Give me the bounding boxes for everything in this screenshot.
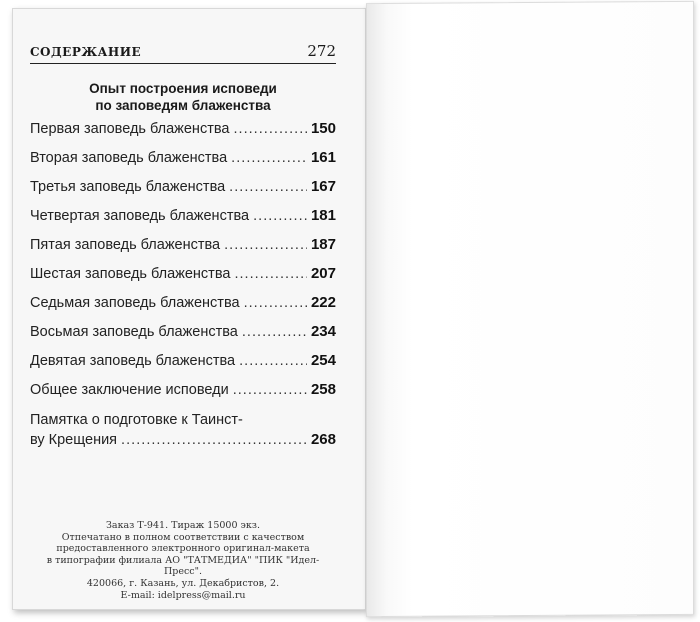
right-page-blank — [366, 1, 694, 617]
toc-entry-page: 167 — [310, 178, 336, 195]
toc-entry-page: 268 — [310, 431, 336, 448]
toc-entry — [30, 381, 336, 410]
toc-entry-label: Девятая заповедь блаженства — [30, 353, 236, 369]
imprint-line: Заказ Т-941. Тираж 15000 экз. — [106, 520, 260, 531]
section-title — [30, 80, 336, 114]
toc-entry-page: 222 — [310, 294, 336, 311]
toc-entry-label: Общее заключение исповеди — [30, 382, 229, 398]
toc-entry-label: Третья заповедь блаженства — [30, 179, 226, 195]
toc-entry — [30, 178, 336, 207]
toc-entry-multiline — [30, 412, 336, 451]
toc-entry — [30, 120, 336, 149]
toc-leader-dots — [121, 432, 307, 448]
toc-entry-label: Седьмая заповедь блаженства — [30, 295, 240, 311]
toc-entry-page: 254 — [310, 352, 336, 369]
toc-leader-dots — [253, 208, 307, 224]
toc-entry — [30, 236, 336, 265]
imprint-block — [30, 520, 336, 601]
toc-leader-dots — [233, 382, 307, 398]
toc-entry — [30, 149, 336, 178]
imprint-line: Отпечатано в полном соответствии с качеством — [61, 531, 305, 543]
toc-entry-page: 161 — [310, 149, 336, 166]
toc-entry-label: Пятая заповедь блаженства — [30, 237, 221, 253]
toc-entry-label: Шестая заповедь блаженства — [30, 266, 231, 282]
toc-leader-dots — [242, 324, 307, 340]
toc-leader-dots — [224, 237, 307, 253]
page-header — [30, 42, 336, 64]
toc-entry-label: Восьмая заповедь блаженства — [30, 324, 238, 340]
toc-leader-dots — [229, 179, 307, 195]
toc-entry — [30, 207, 336, 236]
toc-entry-label-continued: ву Крещения — [30, 432, 118, 448]
imprint-line: 420066, г. Казань, ул. Декабристов, 2. — [86, 577, 280, 589]
toc-leader-dots — [231, 150, 307, 166]
toc-entry-page: 207 — [310, 265, 336, 282]
imprint-email: E-mail: idelpress@mail.ru — [120, 589, 246, 601]
toc-entry — [30, 323, 336, 352]
toc-entry-page: 234 — [310, 323, 336, 340]
toc-leader-dots — [234, 266, 307, 282]
toc-entry-page: 258 — [310, 381, 336, 398]
toc-leader-dots — [233, 121, 307, 137]
toc-entry — [30, 265, 336, 294]
toc-leader-dots — [239, 353, 307, 369]
imprint-line: в типографии филиала АО "ТАТМЕДИА" "ПИК "Идел-Пресс". — [46, 554, 320, 578]
toc-entry-label: Первая заповедь блаженства — [30, 121, 230, 137]
header-page-number: 272 — [307, 42, 336, 60]
table-of-contents — [30, 120, 336, 451]
toc-leader-dots — [244, 295, 307, 311]
toc-entry — [30, 352, 336, 381]
header-label: СОДЕРЖАНИЕ — [30, 45, 142, 59]
toc-entry-label: Четвертая заповедь блаженства — [30, 208, 250, 224]
imprint-line: предоставленного электронного оригинал-макета — [56, 543, 310, 555]
toc-entry-page: 187 — [310, 236, 336, 253]
toc-entry — [30, 294, 336, 323]
section-title-line2: по заповедям блаженства — [95, 98, 271, 113]
toc-entry-label: Вторая заповедь блаженства — [30, 150, 228, 166]
toc-entry-page: 150 — [310, 120, 336, 137]
section-title-line1: Опыт построения исповеди — [89, 81, 277, 96]
toc-entry-label: Памятка о подготовке к Таинст- — [30, 412, 243, 428]
toc-entry-page: 181 — [310, 207, 336, 224]
